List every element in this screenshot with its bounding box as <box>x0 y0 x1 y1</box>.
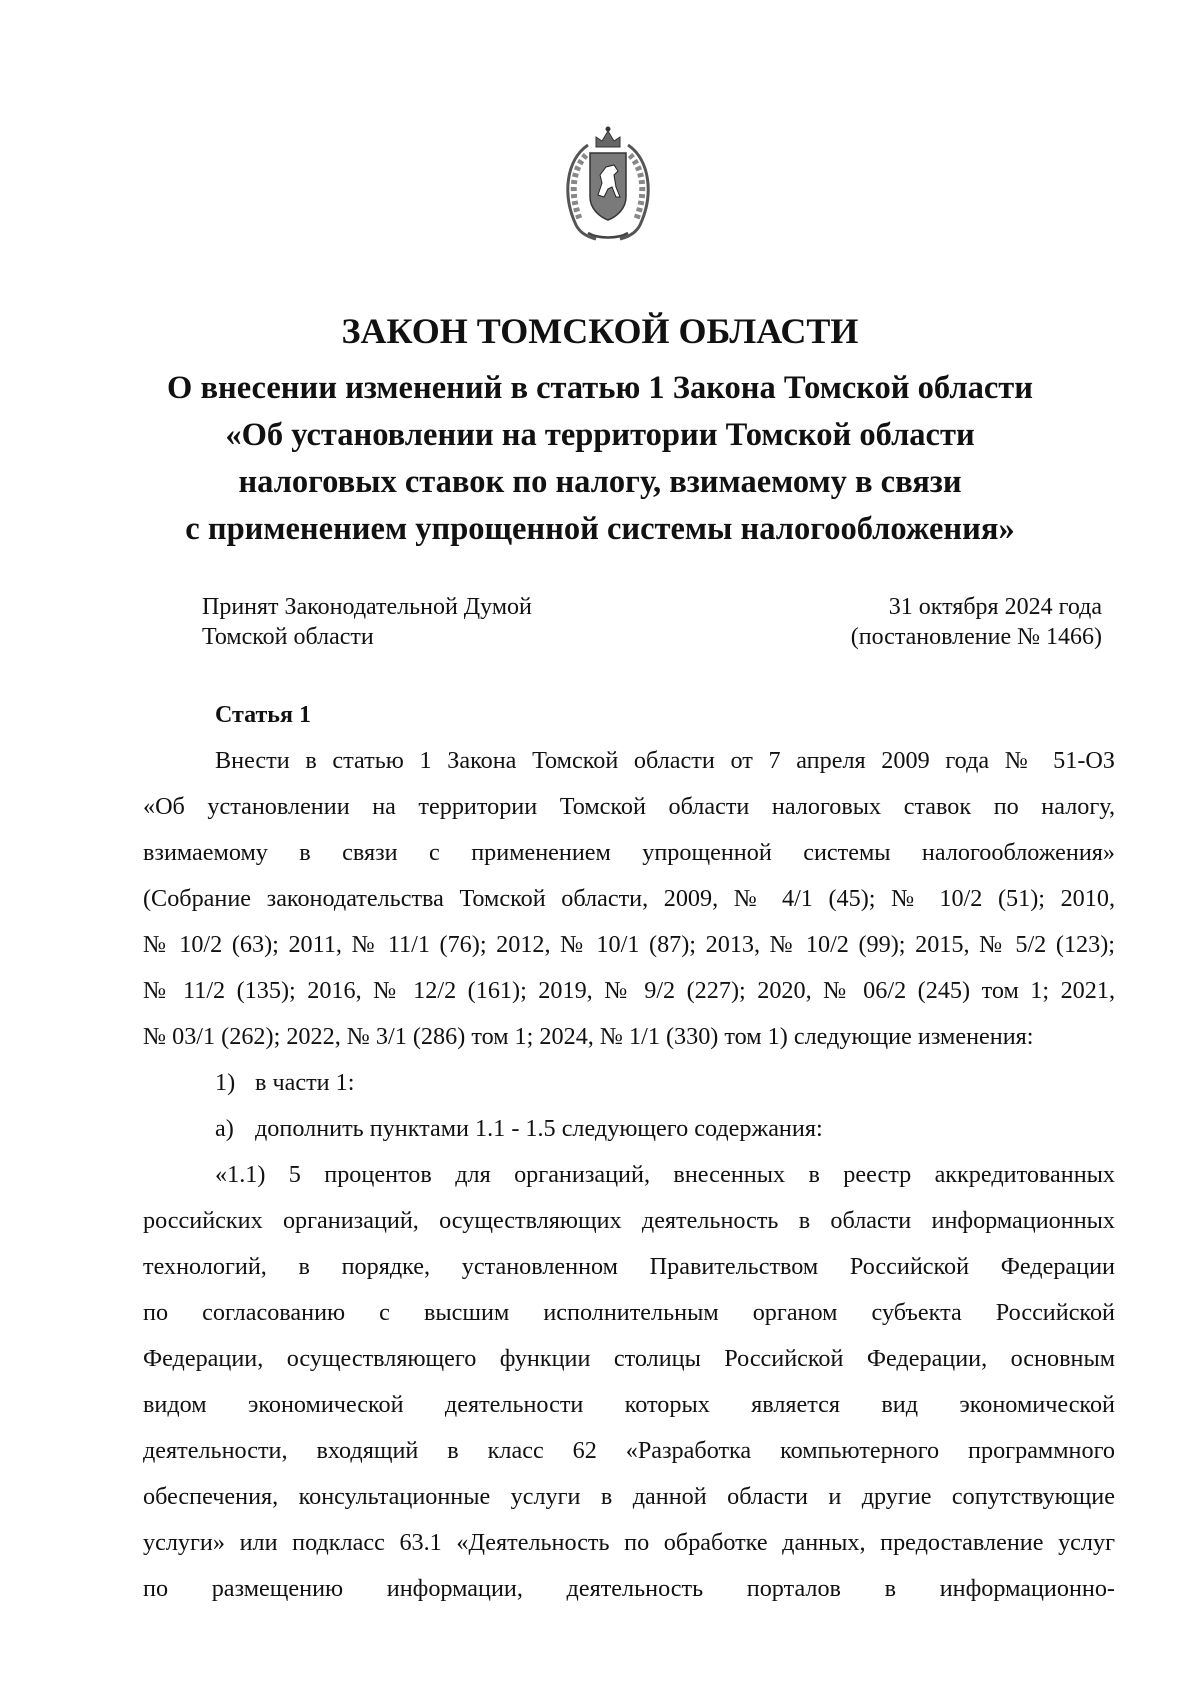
text-line: деятельности, входящий в класс 62 «Разработка компьютерного программного <box>143 1437 1115 1464</box>
text-line: № 10/2 (63); 2011, № 11/1 (76); 2012, № 10/1 (87); 2013, № 10/2 (99); 2015, № 5/2 (123); <box>143 931 1115 958</box>
list-item-1 <box>143 1060 1115 1106</box>
intro-paragraph <box>143 738 1115 1060</box>
list-item-text: в части 1: <box>255 1069 355 1096</box>
list-item-a <box>143 1106 1115 1152</box>
text-line: (Собрание законодательства Томской области, 2009, № 4/1 (45); № 10/2 (51); 2010, <box>143 885 1115 912</box>
adoption-decree-line: (постановление № 1466) <box>850 624 1102 650</box>
law-title: ЗАКОН ТОМСКОЙ ОБЛАСТИ <box>341 311 859 351</box>
law-subtitle <box>80 365 1120 553</box>
text-line: Внести в статью 1 Закона Томской области от 7 апреля 2009 года № 51-ОЗ <box>215 747 1115 774</box>
list-marker: а) <box>215 1115 234 1142</box>
text-line: услуги» или подкласс 63.1 «Деятельность по обработке данных, предоставление услуг <box>143 1529 1115 1556</box>
article-body <box>143 738 1115 1612</box>
adoption-body-line: Томской области <box>202 624 374 650</box>
adoption-body <box>202 592 532 652</box>
text-line: по размещению информации, деятельность порталов в информационно- <box>143 1575 1115 1602</box>
list-item-text: дополнить пунктами 1.1 - 1.5 следующего содержания: <box>255 1115 823 1142</box>
coat-of-arms-icon <box>558 125 658 243</box>
text-line: по согласованию с высшим исполнительным органом субъекта Российской <box>143 1299 1115 1326</box>
adoption-body-line: Принят Законодательной Думой <box>202 594 532 620</box>
clause-paragraph <box>143 1152 1115 1612</box>
text-line: видом экономической деятельности которых является вид экономической <box>143 1391 1115 1418</box>
subtitle-line: с применением упрощенной системы налогообложения» <box>185 511 1015 547</box>
text-line: «1.1) 5 процентов для организаций, внесенных в реестр аккредитованных <box>215 1161 1115 1188</box>
text-line: взимаемому в связи с применением упрощенной системы налогообложения» <box>143 839 1115 866</box>
text-line: № 11/2 (135); 2016, № 12/2 (161); 2019, № 9/2 (227); 2020, № 06/2 (245) том 1; 2021, <box>143 977 1115 1004</box>
text-line: Федерации, осуществляющего функции столицы Российской Федерации, основным <box>143 1345 1115 1372</box>
adoption-date-line: 31 октября 2024 года <box>888 594 1102 620</box>
text-line: технологий, в порядке, установленном Правительством Российской Федерации <box>143 1253 1115 1280</box>
text-line: № 03/1 (262); 2022, № 3/1 (286) том 1; 2024, № 1/1 (330) том 1) следующие изменения: <box>143 1023 1034 1050</box>
adoption-date <box>851 592 1102 652</box>
subtitle-line: налоговых ставок по налогу, взимаемому в связи <box>238 464 962 500</box>
subtitle-line: О внесении изменений в статью 1 Закона Томской области <box>167 370 1033 406</box>
subtitle-line: «Об установлении на территории Томской области <box>225 417 975 453</box>
list-marker: 1) <box>215 1069 236 1096</box>
text-line: российских организаций, осуществляющих деятельность в области информационных <box>143 1207 1115 1234</box>
text-line: «Об установлении на территории Томской области налоговых ставок по налогу, <box>143 793 1115 820</box>
text-line: обеспечения, консультационные услуги в данной области и другие сопутствующие <box>143 1483 1115 1510</box>
article-heading: Статья 1 <box>215 702 311 728</box>
